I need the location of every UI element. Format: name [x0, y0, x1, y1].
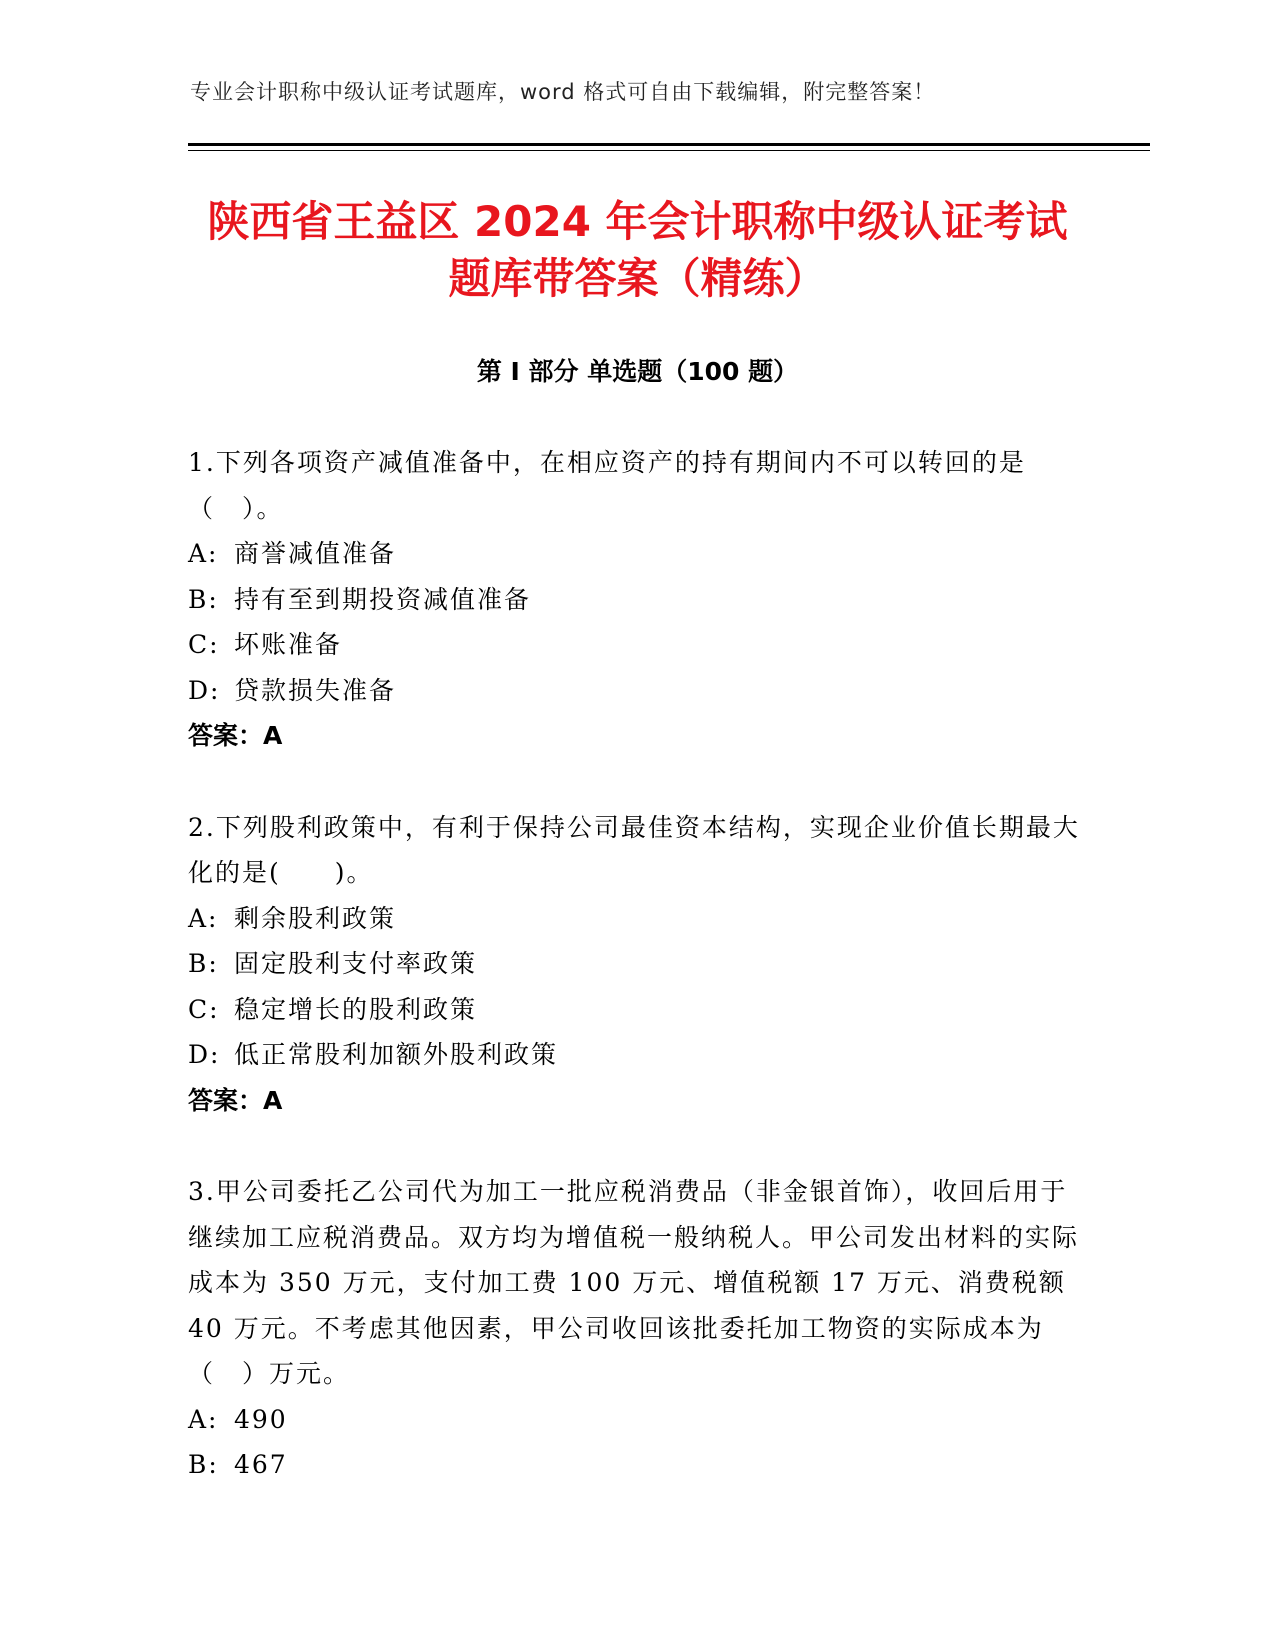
header-rule-thick	[188, 143, 1150, 146]
document-title-line-2: 题库带答案（精练）	[448, 254, 827, 303]
option-letter: C:	[188, 630, 220, 659]
document-title-line-1: 陕西省王益区 2024 年会计职称中级认证考试	[207, 197, 1068, 246]
question-1	[188, 440, 1088, 759]
option-text: 贷款损失准备	[234, 675, 397, 705]
option-text: 稳定增长的股利政策	[234, 994, 478, 1024]
question-stem: 2.下列股利政策中，有利于保持公司最佳资本结构，实现企业价值长期最大化的是( )。	[188, 812, 1080, 887]
question-2	[188, 805, 1088, 1124]
option-a	[188, 531, 1088, 577]
option-letter: B:	[188, 949, 219, 978]
option-text: 低正常股利加额外股利政策	[234, 1040, 559, 1069]
option-letter: D:	[188, 1040, 221, 1069]
option-c	[188, 987, 1088, 1033]
option-b	[188, 941, 1088, 987]
section-title: 第 I 部分 单选题（100 题）	[476, 357, 799, 386]
option-letter: B:	[188, 1450, 219, 1479]
option-a	[188, 1397, 1088, 1443]
answer: 答案：A	[188, 721, 283, 750]
option-text: 剩余股利政策	[234, 903, 397, 933]
option-letter: C:	[188, 994, 220, 1024]
option-b	[188, 1442, 1088, 1488]
question-3	[188, 1169, 1088, 1488]
option-letter: A:	[188, 539, 219, 568]
option-text: 持有至到期投资减值准备	[234, 584, 532, 614]
option-text: 固定股利支付率政策	[234, 949, 478, 978]
option-letter: D:	[188, 675, 221, 705]
question-stem: 3.甲公司委托乙公司代为加工一批应税消费品（非金银首饰），收回后用于继续加工应税消费品。双方均为增值税一般纳税人。甲公司发出材料的实际成本为 350 万元，支付加工费 100 万元、增值税额 17 万元、消费税额 40 万元。不考虑其他因素，甲公司收回该批委托加工物资的实际成本为（ ）万元。	[188, 1177, 1080, 1388]
option-letter: A:	[188, 903, 219, 933]
header-rule-thin	[188, 150, 1150, 151]
option-text: 490	[234, 1404, 288, 1434]
question-stem: 1.下列各项资产减值准备中，在相应资产的持有期间内不可以转回的是（ ）。	[188, 448, 1026, 523]
option-a	[188, 896, 1088, 942]
document-title	[140, 193, 1135, 307]
option-c	[188, 622, 1088, 668]
option-d	[188, 668, 1088, 714]
page-header: 专业会计职称中级认证考试题库，word 格式可自由下载编辑，附完整答案！	[190, 80, 936, 104]
answer: 答案：A	[188, 1085, 283, 1115]
option-text: 坏账准备	[234, 630, 343, 659]
option-d	[188, 1032, 1088, 1078]
option-text: 商誉减值准备	[234, 539, 397, 568]
option-letter: B:	[188, 584, 219, 614]
option-letter: A:	[188, 1404, 219, 1434]
option-b	[188, 577, 1088, 623]
question-list	[188, 440, 1088, 1534]
option-text: 467	[234, 1450, 288, 1479]
